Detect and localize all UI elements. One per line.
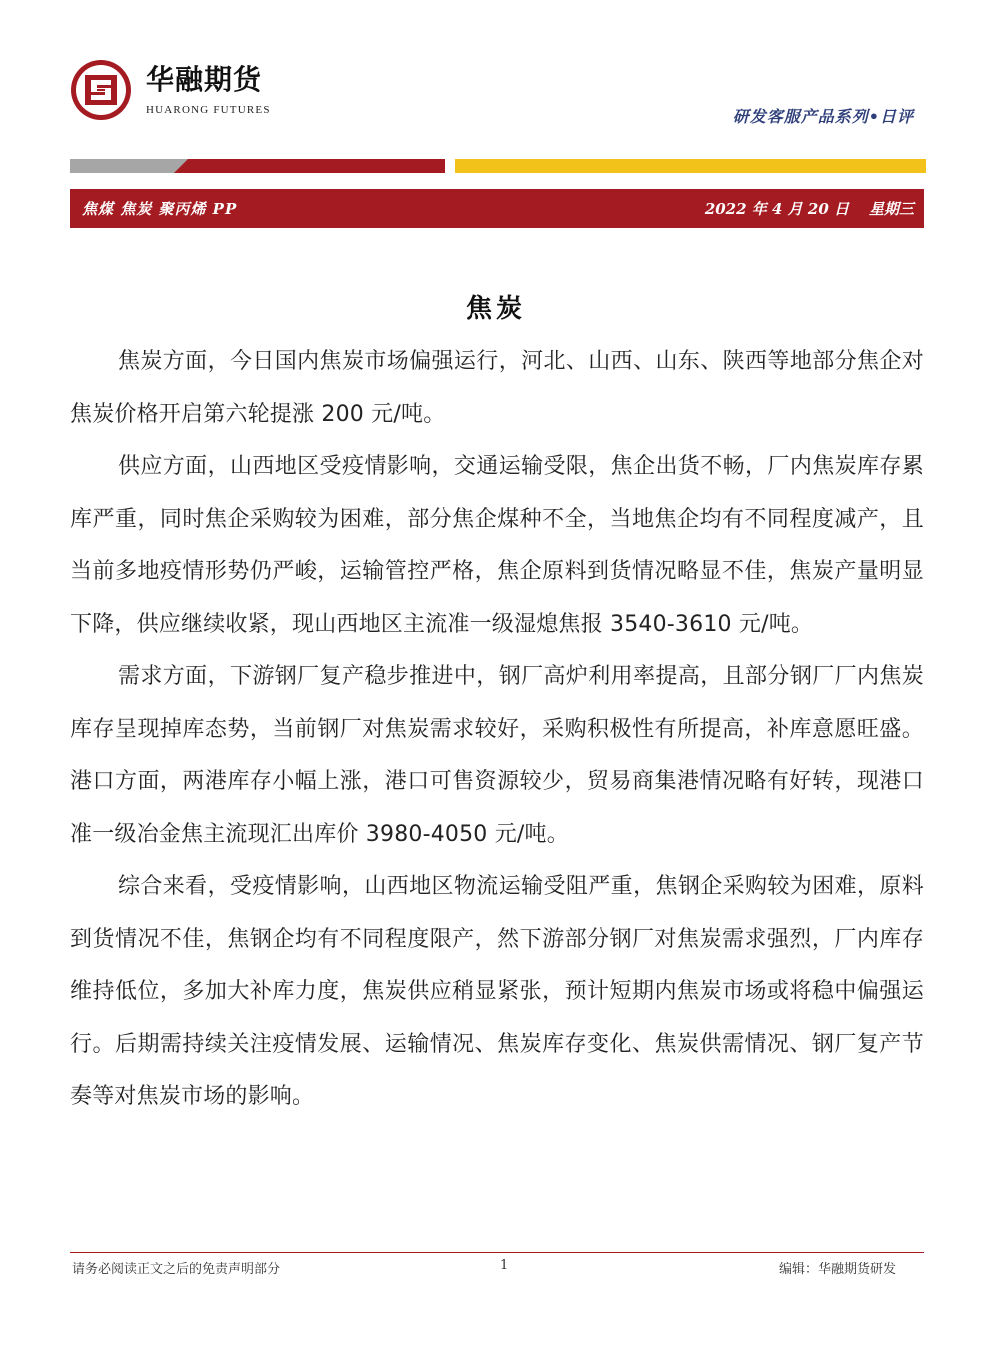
huarong-logo-icon [70, 59, 132, 121]
footer-disclaimer: 请务必阅读正文之后的免责声明部分 [72, 1262, 281, 1277]
document-body [70, 336, 924, 1124]
page-number: 1 [500, 1258, 509, 1273]
brand-name-en: HUARONG FUTURES [146, 104, 271, 116]
paragraph-overview: 焦炭方面，今日国内焦炭市场偏强运行，河北、山西、山东、陕西等地部分焦企对焦炭价格开启第六轮提涨 200 元/吨。 [70, 349, 924, 427]
header-divider-stripes [70, 159, 926, 173]
paragraph-demand: 需求方面，下游钢厂复产稳步推进中，钢厂高炉利用率提高，且部分钢厂厂内焦炭库存呈现掉库态势，当前钢厂对焦炭需求较好，采购积极性有所提高，补库意愿旺盛。港口方面，两港库存小幅上涨，港口可售资源较少，贸易商集港情况略有好转，现港口准一级冶金焦主流现汇出库价 3980-4050 元/吨。 [70, 664, 924, 847]
banner-date-block [685, 198, 914, 219]
banner-products: 焦煤 焦炭 聚丙烯 PP [82, 200, 238, 218]
brand-name-cn: 华融期货 [146, 63, 263, 96]
banner-date: 2022 年 4 月 20 日 [704, 200, 849, 218]
footer-editor: 编辑：华融期货研发 [778, 1262, 896, 1277]
report-banner [70, 189, 924, 228]
paragraph-summary: 综合来看，受疫情影响，山西地区物流运输受阻严重，焦钢企采购较为困难，原料到货情况不佳，焦钢企均有不同程度限产，然下游部分钢厂对焦炭需求强烈，厂内库存维持低位，多加大补库力度，焦炭供应稍显紧张，预计短期内焦炭市场或将稳中偏强运行。后期需持续关注疫情发展、运输情况、焦炭库存变化、焦炭供需情况、钢厂复产节奏等对焦炭市场的影响。 [70, 874, 924, 1109]
footer-divider [70, 1252, 924, 1253]
report-series-label: 研发客服产品系列•日评 [732, 107, 914, 126]
document-title: 焦炭 [465, 294, 526, 324]
banner-weekday: 星期三 [868, 200, 914, 218]
paragraph-supply: 供应方面，山西地区受疫情影响，交通运输受限，焦企出货不畅，厂内焦炭库存累库严重，同时焦企采购较为困难，部分焦企煤种不全，当地焦企均有不同程度减产，且当前多地疫情形势仍严峻，运输管控严格，焦企原料到货情况略显不佳，焦炭产量明显下降，供应继续收紧，现山西地区主流准一级湿熄焦报 3540-3610 元/吨。 [70, 454, 924, 637]
